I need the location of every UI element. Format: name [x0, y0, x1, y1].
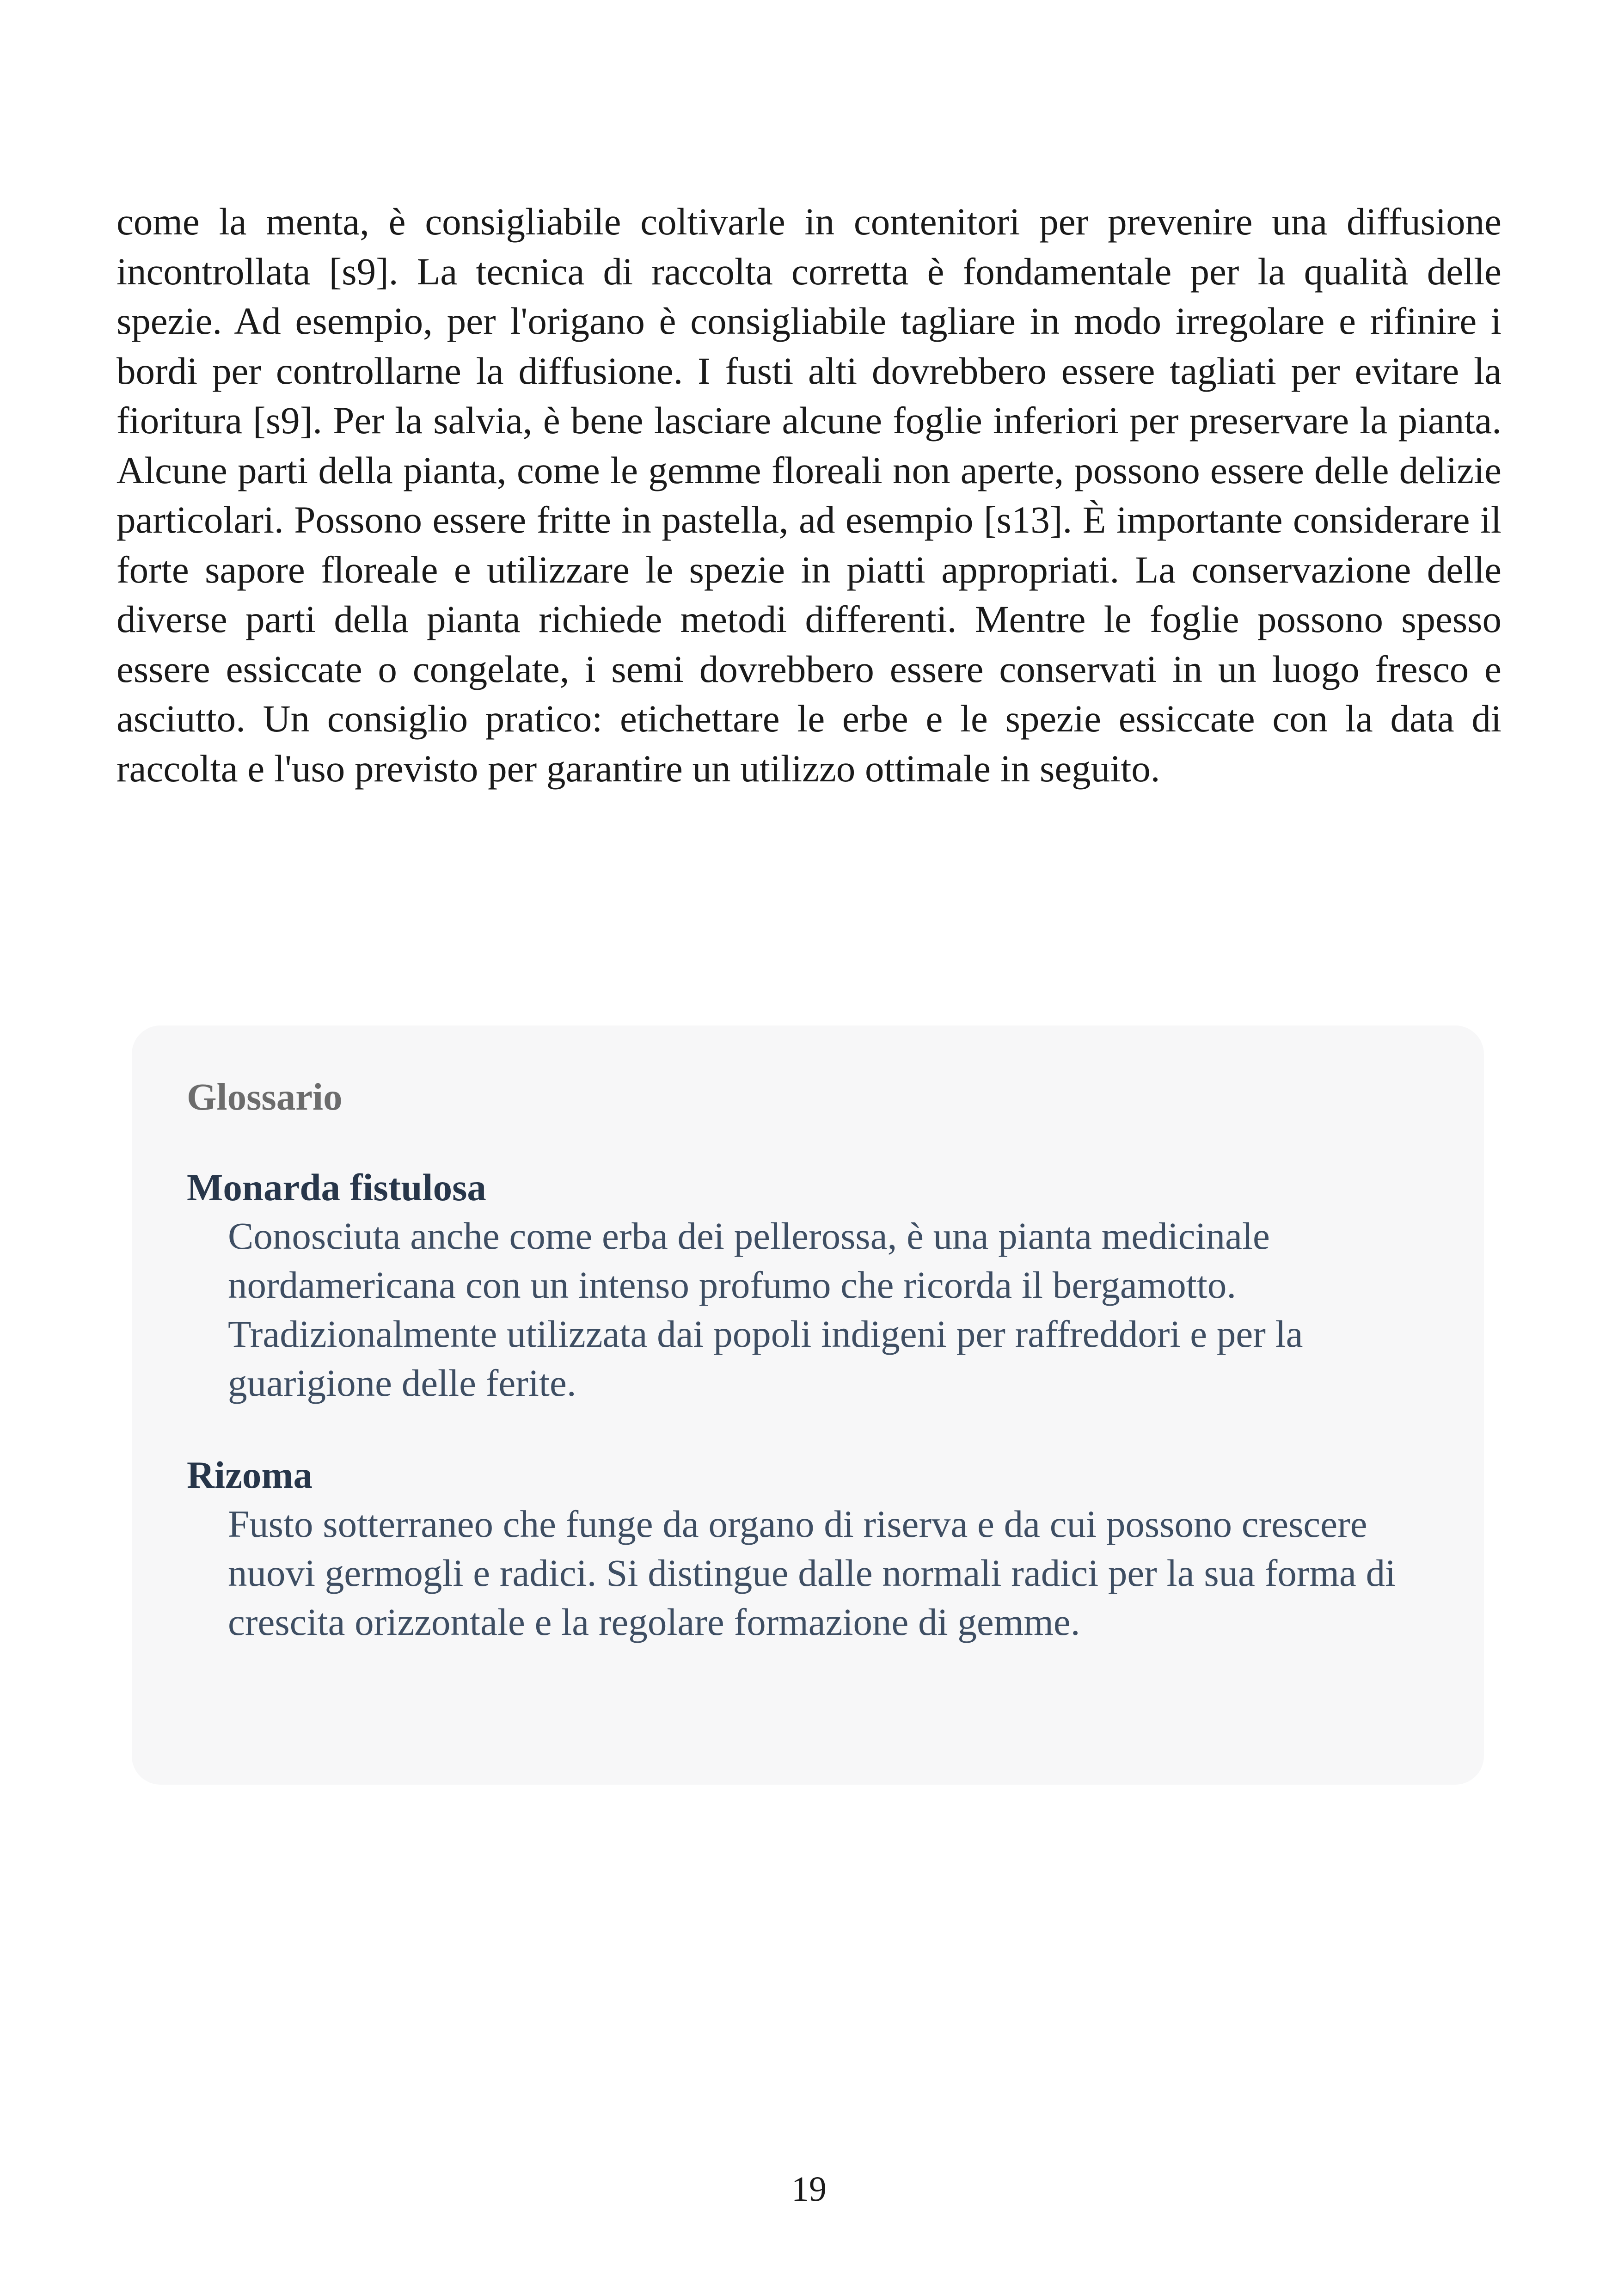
body-paragraph: come la menta, è consigliabile coltivarle in contenitori per prevenire una diffusione incontrollata [s9]. La tecnica di raccolta corretta è fondamentale per la qualità delle spezie. Ad esempio, per l'origano è consigliabile tagliare in modo irregolare e rifinire i bordi per controllarne la diffusione. I fusti alti dovrebbero essere tagliati per evitare la fioritura [s9]. Per la salvia, è bene lasciare alcune foglie inferiori per preservare la pianta. Alcune parti della pianta, come le gemme floreali non aperte, possono essere delle delizie particolari. Possono essere fritte in pastella, ad esempio [s13]. È importante considerare il forte sapore floreale e utilizzare le spezie in piatti appropriati. La conservazione delle diverse parti della pianta richiede metodi differenti. Mentre le foglie possono spesso essere essiccate o congelate, i semi dovrebbero essere conservati in un luogo fresco e asciutto. Un consiglio pratico: etichettare le erbe e le spezie essiccate con la data di raccolta e l'uso previsto per garantire un utilizzo ottimale in seguito. — [116, 200, 1502, 790]
glossary-term-monarda-fistulosa: Monarda fistulosa — [187, 1166, 486, 1209]
glossary-definition-rizoma: Fusto sotterraneo che funge da organo di riserva e da cui possono crescere nuovi germogli e radici. Si distingue dalle normali radici per la sua forma di crescita orizzontale e la regolare formazione di gemme. — [228, 1503, 1396, 1643]
page-number: 19 — [791, 2170, 827, 2209]
glossary-term-rizoma: Rizoma — [187, 1454, 313, 1496]
glossary-title: Glossario — [187, 1075, 343, 1118]
glossary-definition-monarda-fistulosa: Conosciuta anche come erba dei pellerossa, è una pianta medicinale nordamericana con un intenso profumo che ricorda il bergamotto. Tradizionalmente utilizzata dai popoli indigeni per raffreddori e per la guarigione delle ferite. — [228, 1215, 1303, 1404]
